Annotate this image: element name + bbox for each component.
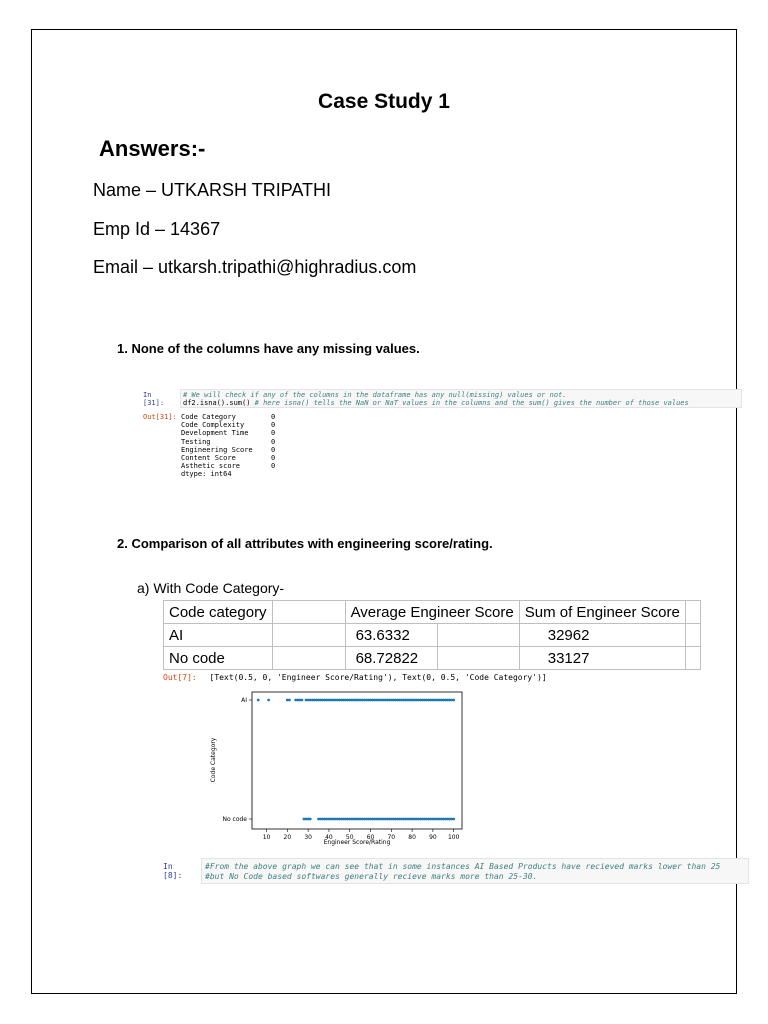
table-cell: 33127 <box>519 647 685 670</box>
x-tick-label: 90 <box>429 834 437 841</box>
x-tick-label: 60 <box>366 834 375 841</box>
code-line-2 <box>183 399 739 407</box>
y-tick-label: No code <box>222 816 247 823</box>
out-prompt-31: Out[31]: <box>143 413 177 421</box>
question-2: 2. Comparison of all attributes with engineering score/rating. <box>117 536 493 551</box>
x-tick-label: 20 <box>283 834 292 841</box>
table-cell: No code <box>164 647 273 670</box>
comment-line-2: #but No Code based softwares generally recieve marks more than 25-30. <box>205 872 538 881</box>
sub-question-a: a) With Code Category- <box>137 580 285 596</box>
x-tick-label: 30 <box>304 834 312 841</box>
list-item: Engineering Score 0 <box>181 445 276 454</box>
name-line: Name – UTKARSH TRIPATHI <box>93 180 332 200</box>
code-line-1: # We will check if any of the columns in the dataframe has any null(missing) values or not. <box>183 391 567 399</box>
comment-line-1: #From the above graph we can see that in some instances AI Based Products have recieved marks lower than 25 <box>205 862 721 871</box>
x-tick-label: 80 <box>408 834 416 841</box>
y-tick-label: AI <box>241 697 247 704</box>
comparison-table <box>163 600 701 670</box>
list-item: Asthetic score 0 <box>181 462 276 471</box>
question-1: 1. None of the columns have any missing values. <box>117 341 420 356</box>
comment-input-area <box>201 858 749 884</box>
output-text-7: [Text(0.5, 0, 'Engineer Score/Rating'), Text(0, 0.5, 'Code Category')] <box>209 673 547 682</box>
y-axis-label: Code Category <box>210 737 217 783</box>
table-header-row <box>164 601 701 624</box>
list-item: Code Category 0 <box>181 413 276 421</box>
in-prompt-8: In [8]: <box>163 862 183 880</box>
page-border <box>31 29 737 994</box>
x-tick-label: 70 <box>387 834 396 841</box>
x-tick-label: 100 <box>447 834 460 841</box>
x-tick-label: 50 <box>345 834 354 841</box>
x-tick-label: 10 <box>262 834 271 841</box>
x-tick-label: 40 <box>325 834 333 841</box>
missing-values-list <box>181 413 381 479</box>
in-prompt-31: In [31]: <box>143 391 165 408</box>
table-row <box>164 624 701 647</box>
table-cell: 68.72822 <box>345 647 438 670</box>
list-item: Code Complexity 0 <box>181 421 276 430</box>
dtype-line: dtype: int64 <box>181 470 232 479</box>
code-call: df2.isna().sum() <box>183 399 251 408</box>
email-line: Email – utkarsh.tripathi@highradius.com <box>93 257 417 277</box>
answers-heading: Answers:- <box>99 136 206 161</box>
table-cell: AI <box>164 624 273 647</box>
list-item: Development Time 0 <box>181 429 276 438</box>
table-header: Sum of Engineer Score <box>519 601 685 624</box>
list-item: Testing 0 <box>181 437 276 446</box>
out-prompt-7: Out[7]: <box>163 673 197 682</box>
code-input-area <box>180 389 742 408</box>
code-comment: # here isna() tells the NaN or NaT values in the columns and the sum() gives the number of those values <box>250 399 689 408</box>
output-cell-7 <box>163 673 547 682</box>
table-row <box>164 647 701 670</box>
list-item: Content Score 0 <box>181 453 276 462</box>
table-cell: 32962 <box>519 624 685 647</box>
emp-id-line: Emp Id – 14367 <box>93 219 221 239</box>
table-header: Code category <box>164 601 273 624</box>
page-title: Case Study 1 <box>318 90 450 113</box>
table-cell: 63.6332 <box>345 624 438 647</box>
table-header: Average Engineer Score <box>345 601 519 624</box>
x-axis-label: Engineer Score/Rating <box>323 839 391 846</box>
